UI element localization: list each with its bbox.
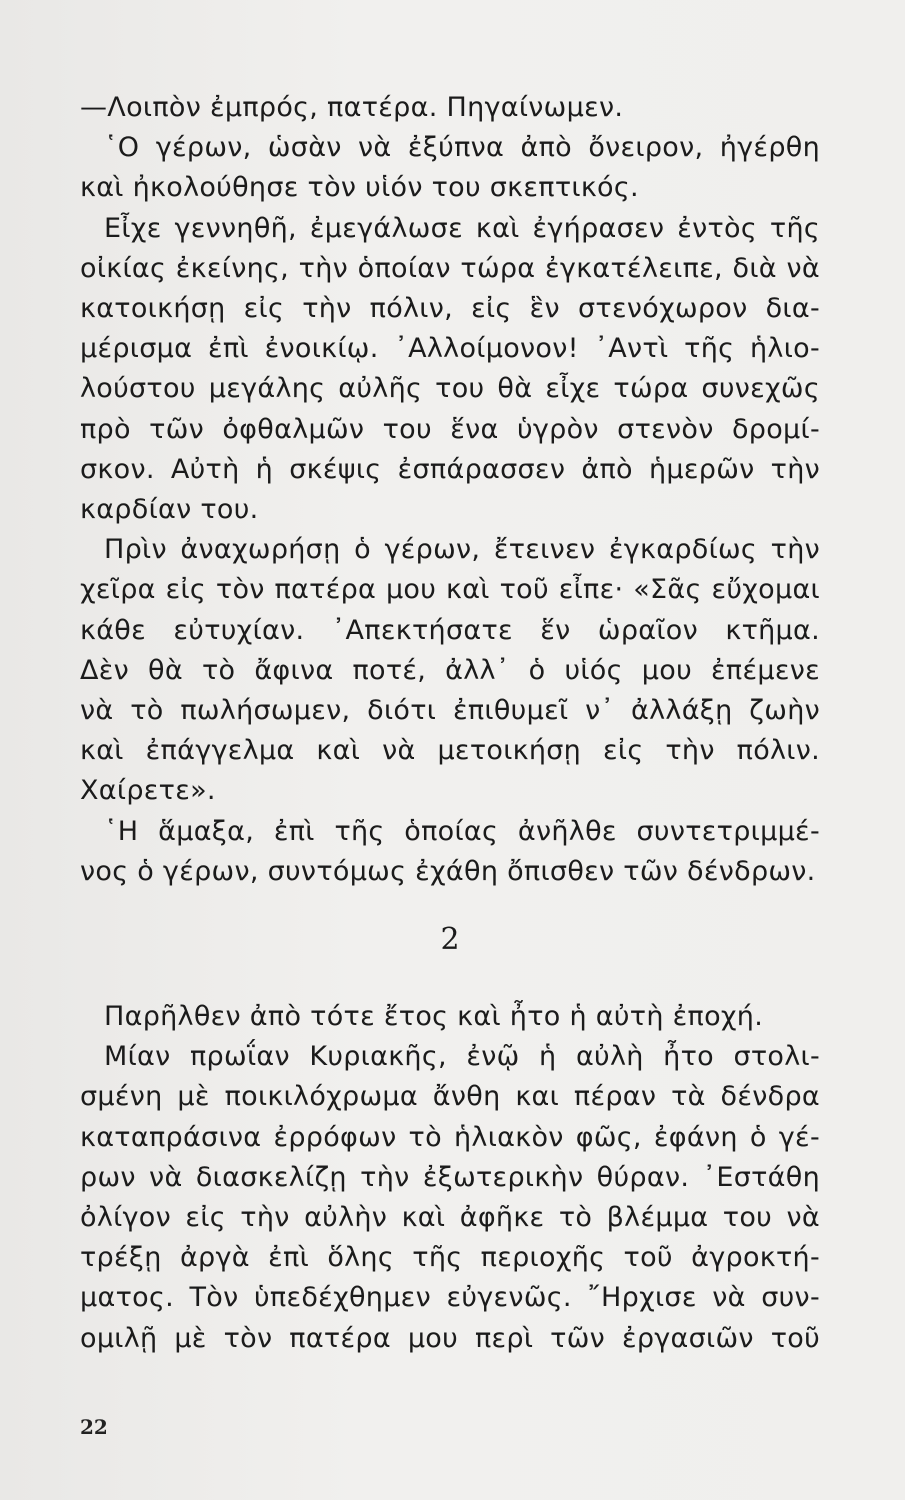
- section-1-line: λούστου μεγάλης αὐλῆς του θὰ εἶχε τώρα συνεχῶς: [80, 373, 820, 405]
- section-1-line: κατοικήσῃ εἰς τὴν πόλιν, εἰς ἓν στενόχωρον δια-: [80, 293, 820, 324]
- section-2-line: ὀλίγον εἰς τὴν αὐλὴν καὶ ἀφῆκε τὸ βλέμμα του νὰ: [80, 1202, 820, 1233]
- section-2-line: Παρῆλθεν ἀπὸ τότε ἔτος καὶ ἦτο ἡ αὐτὴ ἐποχή.: [104, 1001, 764, 1032]
- section-2-line: τρέξῃ ἀργὰ ἐπὶ ὅλης τῆς περιοχῆς τοῦ ἀγροκτή-: [80, 1242, 820, 1274]
- section-2-line: ομιλῇ μὲ τὸν πατέρα μου περὶ τῶν ἐργασιῶν τοῦ: [80, 1322, 820, 1354]
- section-number: 2: [440, 922, 460, 957]
- section-1-line: μέρισμα ἐπὶ ἐνοικίῳ. ᾿Αλλοίμονον! ᾿Αντὶ τῆς ἡλιο-: [80, 333, 820, 365]
- section-2-line: ρων νὰ διασκελίζῃ τὴν ἐξωτερικὴν θύραν. ᾿Εστάθη: [80, 1161, 820, 1193]
- section-1-line: πρὸ τῶν ὀφθαλμῶν του ἕνα ὑγρὸν στενὸν δρομί-: [80, 413, 820, 445]
- section-2-line: σμένη μὲ ποικιλόχρωμα ἄνθη και πέραν τὰ δένδρα: [80, 1081, 820, 1113]
- section-1-line: χεῖρα εἰς τὸν πατέρα μου καὶ τοῦ εἶπε· «Σᾶς εὔχομαι: [80, 574, 820, 606]
- section-1-line: οἰκίας ἐκείνης, τὴν ὁποίαν τώρα ἐγκατέλειπε, διὰ νὰ: [80, 252, 820, 284]
- page-number: 22: [80, 1415, 108, 1439]
- section-1-line: —Λοιπὸν ἐμπρός, πατέρα. Πηγαίνωμεν.: [80, 92, 624, 123]
- section-1-line: Δὲν θὰ τὸ ἄφινα ποτέ, ἀλλ᾿ ὁ υἱός μου ἐπέμενε: [80, 654, 820, 686]
- section-1-line: καρδίαν του.: [80, 494, 259, 525]
- section-1-line: νος ὁ γέρων, συντόμως ἐχάθη ὄπισθεν τῶν δένδρων.: [80, 855, 816, 887]
- section-1-line: Χαίρετε».: [80, 775, 216, 807]
- section-1-line: καὶ ἐπάγγελμα καὶ νὰ μετοικήσῃ εἰς τὴν πόλιν.: [80, 735, 820, 767]
- section-1-line: ῾Ο γέρων, ὡσὰν νὰ ἐξύπνα ἀπὸ ὄνειρον, ἠγέρθη: [104, 132, 820, 164]
- section-2-line: καταπράσινα ἐρρόφων τὸ ἡλιακὸν φῶς, ἐφάνη ὁ γέ-: [80, 1121, 820, 1153]
- section-1-line: ῾Η ἅμαξα, ἐπὶ τῆς ὁποίας ἀνῆλθε συντετριμμέ-: [104, 815, 820, 847]
- section-1-line: Πρὶν ἀναχωρήσῃ ὁ γέρων, ἔτεινεν ἐγκαρδίως τὴν: [104, 534, 820, 566]
- section-1-line: σκον. Αὐτὴ ἡ σκέψις ἐσπάρασσεν ἀπὸ ἡμερῶν τὴν: [80, 453, 820, 485]
- section-1-line: νὰ τὸ πωλήσωμεν, διότι ἐπιθυμεῖ ν᾿ ἀλλάξῃ ζωὴν: [80, 695, 820, 726]
- section-1-line: Εἶχε γεννηθῆ, ἐμεγάλωσε καὶ ἐγήρασεν ἐντὸς τῆς: [104, 212, 820, 244]
- section-1-line: κάθε εὐτυχίαν. ᾿Απεκτήσατε ἕν ὡραῖον κτῆμα.: [80, 614, 820, 646]
- section-1-line: καὶ ἠκολούθησε τὸν υἱόν του σκεπτικός.: [80, 172, 639, 204]
- section-2-line: ματος. Τὸν ὑπεδέχθημεν εὐγενῶς. ῎Ηρχισε νὰ συν-: [80, 1282, 820, 1314]
- section-2-line: Μίαν πρωΐαν Κυριακῆς, ἐνῷ ἡ αὐλὴ ἦτο στολι-: [104, 1041, 820, 1073]
